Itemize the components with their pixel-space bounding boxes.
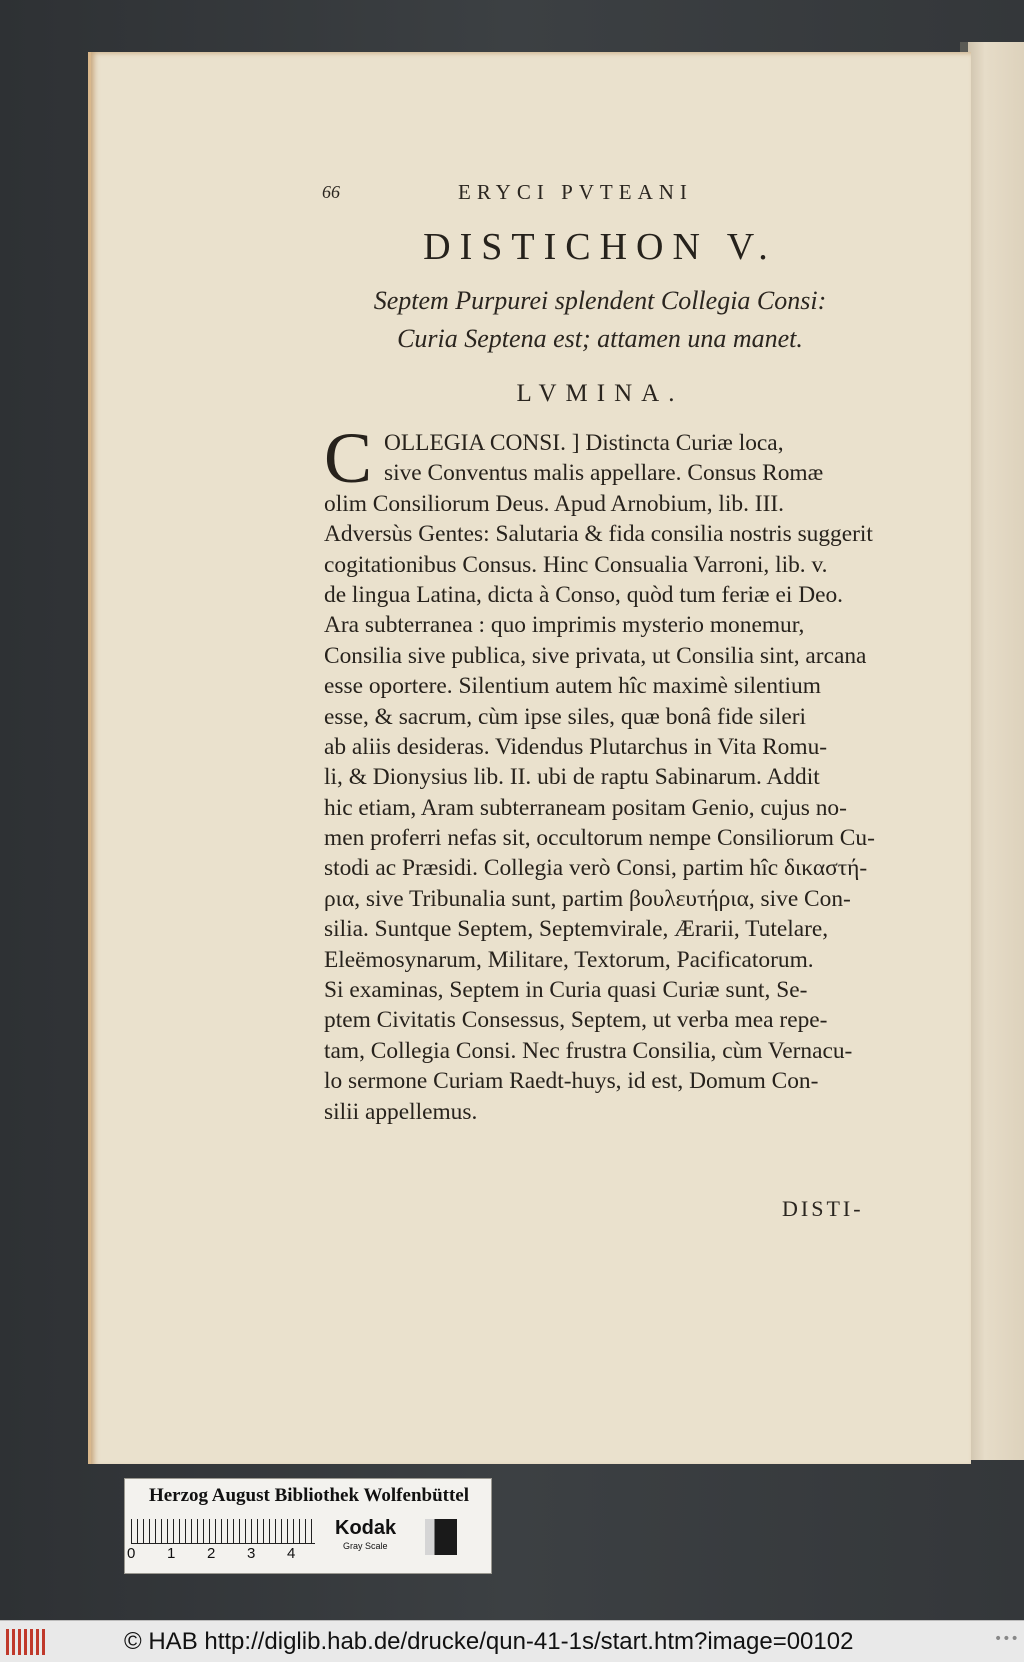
verse-line-1: Septem Purpurei splendent Collegia Consi: xyxy=(373,286,827,315)
body-line: Adversùs Gentes: Salutaria & fida consilia nostris suggerit xyxy=(324,521,873,548)
ruler-number: 0 xyxy=(127,1545,136,1562)
body-text xyxy=(324,418,884,1127)
ruler-number: 2 xyxy=(207,1545,216,1562)
hab-logo-icon xyxy=(6,1629,46,1655)
ruler-numbers xyxy=(127,1545,327,1562)
body-line: Consilia sive publica, sive privata, ut Consilia sint, arcana xyxy=(324,642,867,669)
kodak-logo: Kodak xyxy=(335,1517,397,1539)
body-line: de lingua Latina, dicta à Conso, quòd tum feriæ ei Deo. xyxy=(324,581,844,608)
copyright-url[interactable]: © HAB http://diglib.hab.de/drucke/qun-41-1s/start.htm?image=00102 xyxy=(124,1628,854,1655)
kodak-subtitle: Gray Scale xyxy=(343,1541,388,1551)
body-line: Si examinas, Septem in Curia quasi Curiæ sunt, Se- xyxy=(324,977,808,1004)
running-title: ERYCI PVTEANI xyxy=(458,180,693,204)
body-line: sive Conventus malis appellare. Consus Romæ xyxy=(384,460,824,487)
library-name: Herzog August Bibliothek Wolfenbüttel xyxy=(148,1485,470,1506)
facing-page-edge xyxy=(968,42,1024,1460)
body-line: tam, Collegia Consi. Nec frustra Consilia, cùm Vernacu- xyxy=(324,1037,853,1064)
body-line: olim Consiliorum Deus. Apud Arnobium, lib. III. xyxy=(324,490,785,517)
verse-line-2: Curia Septena est; attamen una manet. xyxy=(397,324,803,353)
body-line: men proferri nefas sit, occultorum nempe Consiliorum Cu- xyxy=(324,825,875,852)
body-line: silii appellemus. xyxy=(324,1098,478,1125)
body-line: OLLEGIA CONSI. ] Distincta Curiæ loca, xyxy=(384,430,784,456)
gray-scale-patch xyxy=(425,1519,457,1555)
body-line: cogitationibus Consus. Hinc Consualia Varroni, lib. v. xyxy=(324,551,828,578)
body-line: Ara subterranea : quo imprimis mysterio monemur, xyxy=(324,612,805,639)
body-line: ab aliis desideras. Videndus Plutarchus in Vita Romu- xyxy=(324,733,828,760)
body-line: stodi ac Præsidi. Collegia verò Consi, partim hîc δικαστή- xyxy=(324,855,868,882)
library-color-card xyxy=(124,1478,492,1574)
body-line: esse oportere. Silentium autem hîc maximè silentium xyxy=(324,673,821,700)
section-title: LVMINA. xyxy=(516,380,684,407)
catchword: DISTI- xyxy=(782,1196,864,1221)
running-head xyxy=(322,180,742,208)
viewer-footer xyxy=(0,1620,1024,1662)
body-line: Eleëmosynarum, Militare, Textorum, Pacificatorum. xyxy=(324,946,814,973)
body-line: li, & Dionysius lib. II. ubi de raptu Sabinarum. Addit xyxy=(324,764,820,791)
body-line: ptem Civitatis Consessus, Septem, ut verba mea repe- xyxy=(324,1007,828,1034)
ruler-number: 4 xyxy=(287,1545,296,1562)
more-menu-icon[interactable]: ••• xyxy=(994,1631,1019,1647)
body-line: esse, & sacrum, cùm ipse siles, quæ bonâ fide sileri xyxy=(324,703,807,730)
drop-capital: C xyxy=(324,418,373,498)
chapter-heading: DISTICHON V. xyxy=(423,226,777,268)
ruler-number: 1 xyxy=(167,1545,176,1562)
body-line: lo sermone Curiam Raedt-huys, id est, Domum Con- xyxy=(324,1068,819,1095)
body-line: silia. Suntque Septem, Septemvirale, Ærarii, Tutelare, xyxy=(324,916,829,943)
scale-ruler xyxy=(131,1519,315,1544)
page-number: 66 xyxy=(322,182,340,202)
ruler-number: 3 xyxy=(247,1545,256,1562)
body-line: ρια, sive Tribunalia sunt, partim βουλευτήρια, sive Con- xyxy=(324,885,851,912)
body-line: hic etiam, Aram subterraneam positam Genio, cujus no- xyxy=(324,794,847,821)
